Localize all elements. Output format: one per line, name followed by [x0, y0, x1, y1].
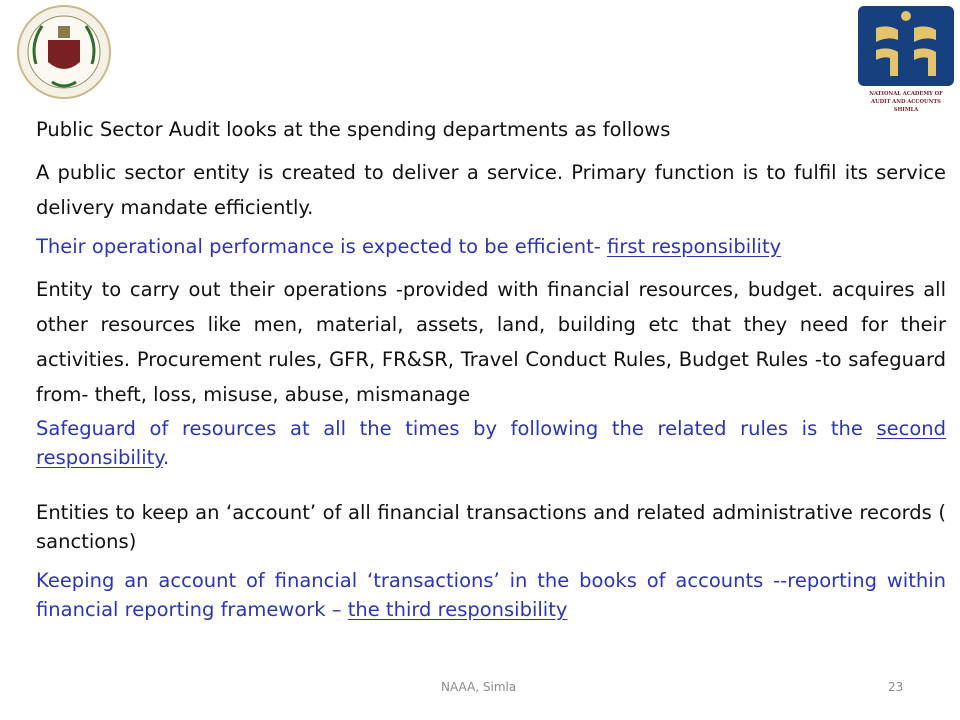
first-responsibility-text: Their operational performance is expected to be efficient- — [36, 235, 608, 258]
first-responsibility-link[interactable]: first responsibility — [607, 235, 782, 258]
paragraph-entity: A public sector entity is created to deliver a service. Primary function is to fulfil its service delivery mandate efficiently. — [36, 161, 946, 219]
cag-emblem-logo — [14, 4, 114, 104]
second-responsibility-para — [36, 414, 946, 472]
naaa-logo-line1: NATIONAL ACADEMY OF — [869, 91, 943, 97]
naaa-logo-line2: AUDIT AND ACCOUNTS — [871, 99, 941, 105]
second-responsibility-link[interactable]: second responsibility — [36, 417, 946, 469]
first-responsibility-line — [36, 229, 946, 264]
paragraph-operations: Entity to carry out their operations -provided with financial resources, budget. acquires all other resources like men, material, assets, land, building etc that they need for their activities. Procurement rules, GFR, FR&SR, Travel Conduct Rules, Budget Rules -to safeguard from- theft, loss, misuse, abuse, mismanage — [36, 278, 946, 406]
naaa-logo-line3: SHIMLA — [893, 107, 919, 113]
third-responsibility-text: Keeping an account of financial ‘transactions’ in the books of accounts --reporting within financial reporting framework – — [36, 569, 946, 621]
third-responsibility-link[interactable]: the third responsibility — [347, 598, 568, 621]
footer-source: NAAA, Simla — [441, 680, 517, 694]
intro-line: Public Sector Audit looks at the spending departments as follows — [36, 118, 671, 141]
naaa-logo — [858, 6, 954, 118]
paragraph-accounts: Entities to keep an ‘account’ of all financial transactions and related administrative records ( sanctions) — [36, 501, 946, 553]
page-number: 23 — [888, 680, 904, 694]
third-responsibility-para — [36, 566, 946, 624]
second-responsibility-text: Safeguard of resources at all the times by following the related rules is the — [36, 417, 877, 440]
slide-body — [36, 112, 946, 624]
second-responsibility-end: . — [163, 446, 170, 469]
